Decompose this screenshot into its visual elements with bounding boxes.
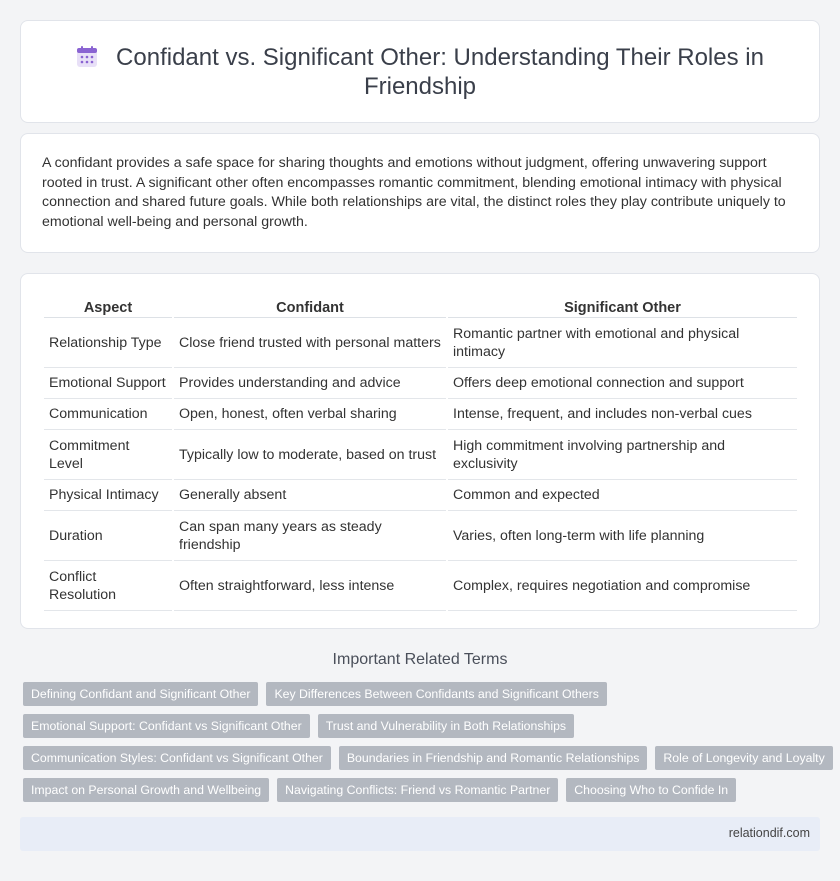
table-row — [44, 368, 797, 399]
row-significant-other: Romantic partner with emotional and physical intimacy — [448, 318, 797, 368]
tag-row — [23, 714, 823, 738]
row-confidant: Often straightforward, less intense — [174, 561, 446, 611]
comparison-table-card — [20, 273, 820, 629]
header-confidant: Confidant — [174, 296, 446, 318]
tag-link[interactable]: Key Differences Between Confidants and Significant Others — [266, 682, 606, 706]
title-card — [20, 20, 820, 123]
footer — [20, 817, 820, 851]
tag-row — [23, 682, 823, 706]
calendar-icon — [76, 46, 98, 68]
tag-link[interactable]: Defining Confidant and Significant Other — [23, 682, 258, 706]
row-significant-other: Common and expected — [448, 480, 797, 511]
footer-site-link[interactable]: relationdif.com — [728, 826, 810, 840]
tag-link[interactable]: Emotional Support: Confidant vs Significant Other — [23, 714, 310, 738]
row-significant-other: Varies, often long-term with life planning — [448, 511, 797, 561]
page-title-wrap — [21, 43, 819, 101]
table-row — [44, 480, 797, 511]
table-row — [44, 430, 797, 480]
row-aspect: Duration — [44, 511, 172, 561]
row-significant-other: Intense, frequent, and includes non-verbal cues — [448, 399, 797, 430]
header-significant-other: Significant Other — [448, 296, 797, 318]
related-terms-tags — [23, 682, 823, 810]
tag-link[interactable]: Trust and Vulnerability in Both Relationships — [318, 714, 574, 738]
row-aspect: Communication — [44, 399, 172, 430]
row-aspect: Conflict Resolution — [44, 561, 172, 611]
row-aspect: Commitment Level — [44, 430, 172, 480]
tag-link[interactable]: Boundaries in Friendship and Romantic Relationships — [339, 746, 648, 770]
table-row — [44, 561, 797, 611]
tag-row — [23, 778, 823, 802]
row-confidant: Can span many years as steady friendship — [174, 511, 446, 561]
row-significant-other: High commitment involving partnership and exclusivity — [448, 430, 797, 480]
tag-link[interactable]: Role of Longevity and Loyalty — [655, 746, 832, 770]
page-title: Confidant vs. Significant Other: Understanding Their Roles in Friendship — [116, 44, 764, 100]
row-confidant: Typically low to moderate, based on trust — [174, 430, 446, 480]
row-significant-other: Offers deep emotional connection and support — [448, 368, 797, 399]
row-confidant: Close friend trusted with personal matters — [174, 318, 446, 368]
row-confidant: Provides understanding and advice — [174, 368, 446, 399]
tag-row — [23, 746, 823, 770]
row-aspect: Physical Intimacy — [44, 480, 172, 511]
intro-paragraph: A confidant provides a safe space for sharing thoughts and emotions without judgment, offering unwavering support rooted in trust. A significant other often encompasses romantic commitment, blending emotional intimacy with physical connection and shared future goals. While both relationships are vital, the distinct roles they play contribute uniquely to emotional well-being and personal growth. — [42, 155, 786, 230]
row-significant-other: Complex, requires negotiation and compromise — [448, 561, 797, 611]
related-terms-title: Important Related Terms — [332, 651, 508, 668]
tag-link[interactable]: Communication Styles: Confidant vs Significant Other — [23, 746, 331, 770]
table-row — [44, 511, 797, 561]
tag-link[interactable]: Navigating Conflicts: Friend vs Romantic Partner — [277, 778, 558, 802]
row-aspect: Emotional Support — [44, 368, 172, 399]
row-confidant: Generally absent — [174, 480, 446, 511]
table-header-row — [44, 296, 797, 318]
table-row — [44, 399, 797, 430]
header-aspect: Aspect — [44, 296, 172, 318]
row-confidant: Open, honest, often verbal sharing — [174, 399, 446, 430]
intro-card — [20, 133, 820, 253]
table-row — [44, 318, 797, 368]
comparison-table — [42, 296, 799, 611]
tag-link[interactable]: Choosing Who to Confide In — [566, 778, 736, 802]
tag-link[interactable]: Impact on Personal Growth and Wellbeing — [23, 778, 269, 802]
row-aspect: Relationship Type — [44, 318, 172, 368]
